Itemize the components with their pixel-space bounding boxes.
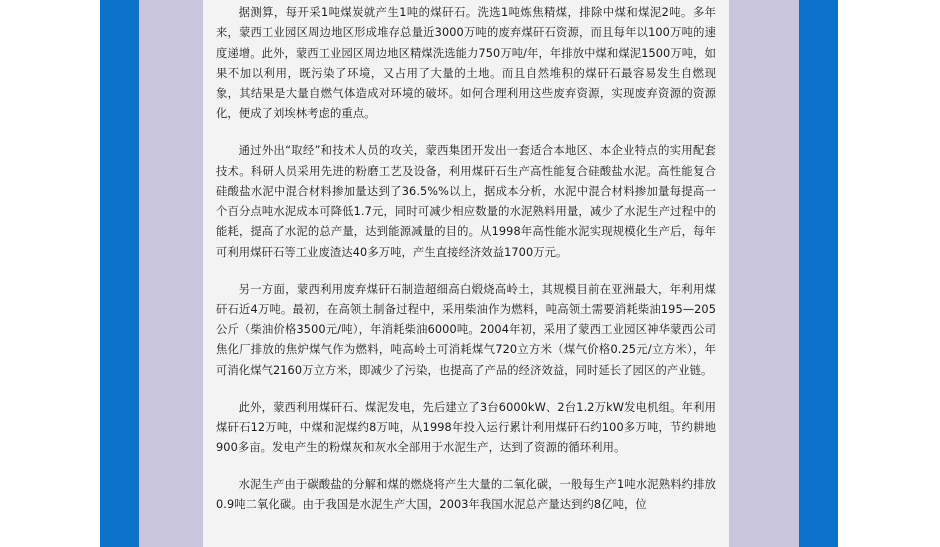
paragraph-5: 水泥生产由于碳酸盐的分解和煤的燃烧将产生大量的二氧化碳，一般每生产1吨水泥熟料约排放0.9吨二氧化碳。由于我国是水泥生产大国，2003年我国水泥总产量达到约8亿吨，位 bbox=[216, 477, 716, 512]
paragraph-4: 此外，蒙西利用煤矸石、煤泥发电，先后建立了3台6000kW、2台1.2万kW发电机组。年利用煤矸石12万吨，中煤和泥煤约8万吨，从1998年投入运行累计利用煤矸石约100多万吨，节约耕地900多亩。发电产生的粉煤灰和灰水全部用于水泥生产，达到了资源的循环利用。 bbox=[216, 400, 716, 455]
paragraph-2: 通过外出“取经”和技术人员的攻关，蒙西集团开发出一套适合本地区、本企业特点的实用配套技术。科研人员采用先进的粉磨工艺及设备，利用煤矸石生产高性能复合硅酸盐水泥。高性能复合硅酸盐水泥中混合材料掺加量达到了36.5%%以上，据成本分析，水泥中混合材料掺加量每提高一个百分点吨水泥成本可降低1.7元，同时可减少相应数量的水泥熟料用量，减少了水泥生产过程中的能耗，提高了水泥的总产量，达到能源减量的目的。从1998年高性能水泥实现规模化生产后，每年可利用煤矸石等工业废渣达40多万吨，产生直接经济效益1700万元。 bbox=[216, 144, 716, 259]
paragraph-1: 据测算，每开采1吨煤炭就产生1吨的煤矸石。洗选1吨炼焦精煤，排除中煤和煤泥2吨。多年来，蒙西工业园区周边地区形成堆存总量近3000万吨的废弃煤矸石资源，而且每年以100万吨的速度递增。此外，蒙西工业园区周边地区精煤洗选能力750万吨/年，年排放中煤和煤泥1500万吨，如果不加以利用，既污染了环境，又占用了大量的土地。而且自然堆积的煤矸石最容易发生自燃现象，其结果是大量自燃气体造成对环境的破坏。如何合理利用这些废弃资源，实现废弃资源的资源化，便成了刘埃林考虑的重点。 bbox=[216, 6, 716, 121]
article-body bbox=[216, 3, 716, 532]
article-content bbox=[203, 0, 729, 547]
paragraph-3: 另一方面，蒙西利用废弃煤矸石制造超细高白煅烧高岭土，其规模目前在亚洲最大，年利用煤矸石近4万吨。最初，在高领土制备过程中，采用柴油作为燃料，吨高领土需要消耗柴油195—205公斤（柴油价格3500元/吨），年消耗柴油6000吨。2004年初，采用了蒙西工业园区神华蒙西公司焦化厂排放的焦炉煤气作为燃料，吨高岭土可消耗煤气720立方米（煤气价格0.25元/立方米），年可消化煤气2160万立方米，即减少了污染，也提高了产品的经济效益，同时延长了园区的产业链。 bbox=[216, 282, 716, 377]
right-margin-band bbox=[729, 0, 799, 547]
left-margin-band bbox=[139, 0, 203, 547]
